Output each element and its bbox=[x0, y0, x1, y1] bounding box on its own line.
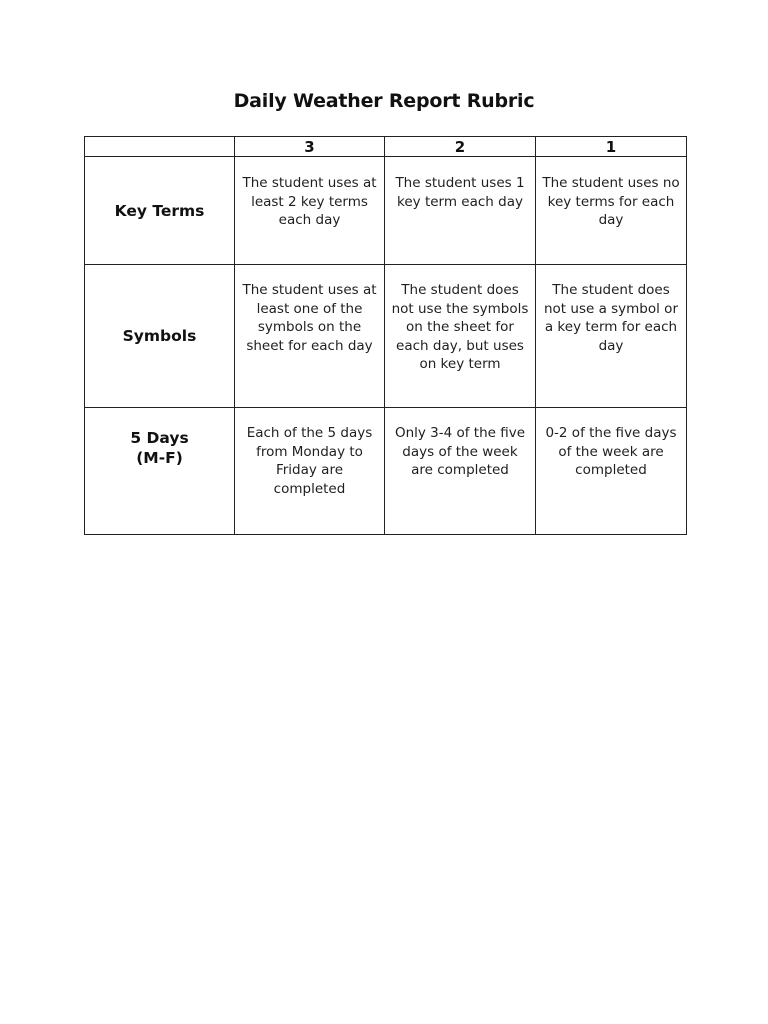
header-cell-score-3: 3 bbox=[235, 137, 385, 157]
header-cell-score-2: 2 bbox=[385, 137, 536, 157]
criterion-cell-5-days bbox=[85, 408, 235, 535]
document-title: Daily Weather Report Rubric bbox=[233, 90, 535, 112]
rubric-table bbox=[84, 136, 687, 535]
header-cell-empty bbox=[85, 137, 235, 157]
table-row bbox=[85, 408, 687, 535]
table-header-row bbox=[85, 137, 687, 157]
criterion-label: Symbols bbox=[122, 327, 197, 345]
descriptor-cell: The student does not use a symbol or a key term for each day bbox=[536, 265, 687, 408]
descriptor-cell: Each of the 5 days from Monday to Friday are completed bbox=[235, 408, 385, 535]
table-row bbox=[85, 265, 687, 408]
descriptor-cell: The student does not use the symbols on the sheet for each day, but uses on key term bbox=[385, 265, 536, 408]
header-cell-score-1: 1 bbox=[536, 137, 687, 157]
table-row bbox=[85, 157, 687, 265]
criterion-label: Key Terms bbox=[114, 201, 205, 220]
descriptor-cell: The student uses 1 key term each day bbox=[385, 157, 536, 265]
descriptor-cell: 0-2 of the five days of the week are completed bbox=[536, 408, 687, 535]
descriptor-cell: Only 3-4 of the five days of the week are completed bbox=[385, 408, 536, 535]
descriptor-cell: The student uses at least one of the symbols on the sheet for each day bbox=[235, 265, 385, 408]
criterion-cell-symbols bbox=[85, 265, 235, 408]
criterion-sublabel: (M-F) bbox=[136, 449, 183, 467]
descriptor-cell: The student uses no key terms for each day bbox=[536, 157, 687, 265]
descriptor-cell: The student uses at least 2 key terms each day bbox=[235, 157, 385, 265]
criterion-label: 5 Days bbox=[130, 429, 189, 447]
criterion-cell-key-terms bbox=[85, 157, 235, 265]
